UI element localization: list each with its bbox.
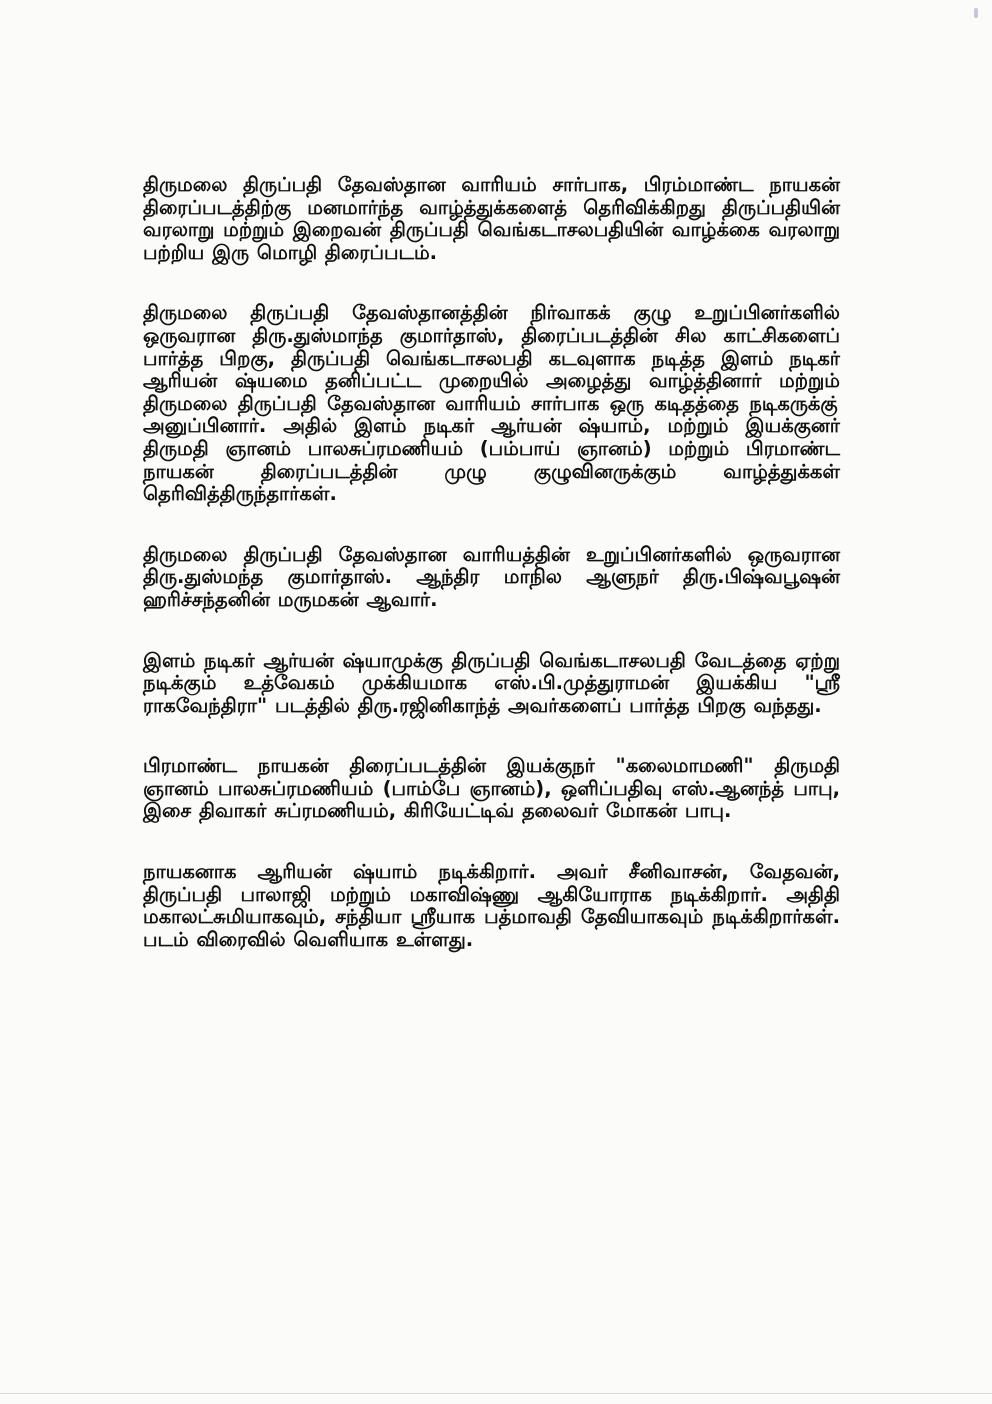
paragraph-cast: நாயகனாக ஆரியன் ஷ்யாம் நடிக்கிறார். அவர் சீனிவாசன், வேதவன், திருப்பதி பாலாஜி மற்றும் மகாவிஷ்ணு ஆகியோராக நடிக்கிறார். அதிதி மகாலட்சுமியாகவும், சந்தியா ஸ்ரீயாக பத்மாவதி தேவியாகவும் நடிக்கிறார்கள். படம் விரைவில் வெளியாக உள்ளது.: [143, 860, 840, 951]
paragraph-actor-inspiration: இளம் நடிகர் ஆர்யன் ஷ்யாமுக்கு திருப்பதி வெங்கடாசலபதி வேடத்தை ஏற்று நடிக்கும் உத்வேகம் முக்கியமாக எஸ்.பி.முத்துராமன் இயக்கிய "ஸ்ரீ ராகவேந்திரா" படத்தில் திரு.ரஜினிகாந்த் அவர்களைப் பார்த்த பிறகு வந்தது.: [143, 648, 840, 717]
page-bottom-edge: [0, 1393, 992, 1394]
paragraph-board-member-relation: திருமலை திருப்பதி தேவஸ்தான வாரியத்தின் உறுப்பினர்களில் ஒருவரான திரு.துஸ்மந்த குமார்தாஸ். ஆந்திர மாநில ஆளுநர் திரு.பிஷ்வபூஷன் ஹரிச்சந்தனின் மருமகன் ஆவார்.: [143, 542, 840, 611]
paragraph-film-crew: பிரமாண்ட நாயகன் திரைப்படத்தின் இயக்குநர் "கலைமாமணி" திருமதி ஞானம் பாலசுப்ரமணியம் (பாம்பே ஞானம்), ஒளிப்பதிவு எஸ்.ஆனந்த் பாபு, இசை திவாகர் சுப்ரமணியம், கிரியேட்டிவ் தலைவர் மோகன் பாபு.: [143, 754, 840, 823]
scan-speck: [974, 8, 978, 18]
paragraph-board-congratulations: திருமலை திருப்பதி தேவஸ்தான வாரியம் சார்பாக, பிரம்மாண்ட நாயகன் திரைப்படத்திற்கு மனமார்ந்த வாழ்த்துக்களைத் தெரிவிக்கிறது திருப்பதியின் வரலாறு மற்றும் இறைவன் திருப்பதி வெங்கடாசலபதியின் வாழ்க்கை வரலாறு பற்றிய இரு மொழி திரைப்படம்.: [143, 173, 840, 264]
document-body: [143, 174, 840, 989]
paragraph-board-member-letter: திருமலை திருப்பதி தேவஸ்தானத்தின் நிர்வாகக் குழு உறுப்பினர்களில் ஒருவரான திரு.துஸ்மாந்த குமார்தாஸ், திரைப்படத்தின் சில காட்சிகளைப் பார்த்த பிறகு, திருப்பதி வெங்கடாசலபதி கடவுளாக நடித்த இளம் நடிகர் ஆரியன் ஷ்யமை தனிப்பட்ட முறையில் அழைத்து வாழ்த்தினார் மற்றும் திருமலை திருப்பதி தேவஸ்தான வாரியம் சார்பாக ஒரு கடிதத்தை நடிகருக்கு் அனுப்பினார். அதில் இளம் நடிகர் ஆர்யன் ஷ்யாம், மற்றும் இயக்குனர் திருமதி ஞானம் பாலசுப்ரமணியம் (பம்பாய் ஞானம்) மற்றும் பிரமாண்ட நாயகன் திரைப்படத்தின் முழு குழுவினருக்கும் வாழ்த்துக்கள் தெரிவித்திருந்தார்கள்.: [143, 301, 840, 506]
